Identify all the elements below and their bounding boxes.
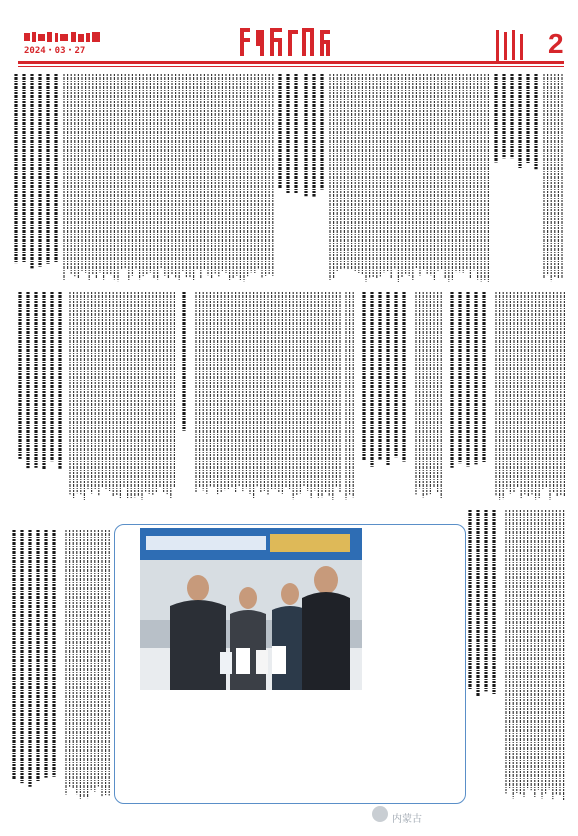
wechat-logo-icon	[372, 806, 388, 822]
watermark-text: 内蒙古	[392, 814, 422, 825]
issue-date: 2024・03・27	[24, 46, 86, 56]
page-number: 2	[548, 28, 564, 59]
news-photo-exhibition	[140, 528, 362, 690]
